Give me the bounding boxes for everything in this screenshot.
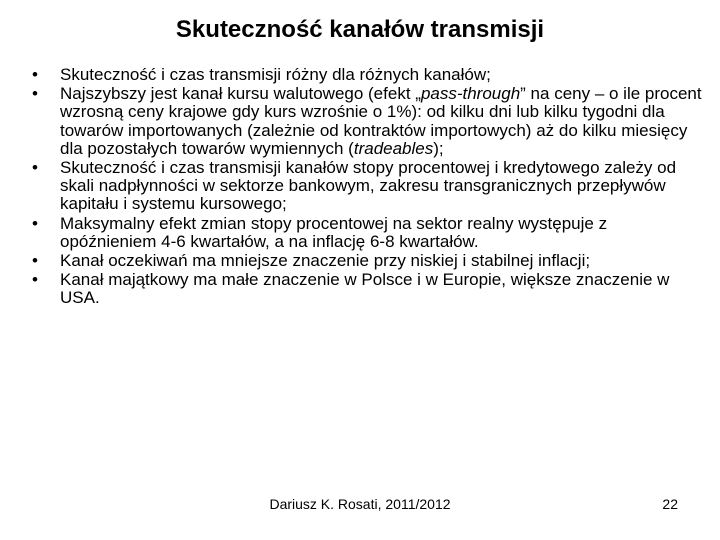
bullet-item bbox=[32, 66, 702, 84]
bullet-text: ” na ceny – o ile procent wzrosną ceny krajowe gdy kurs wzrośnie o 1%): od kilku dni lub kilku tygodni dla towarów importowanych (zależnie od kontraktów importowych) aż do kilku miesięcy dla pozostałych towarów wymiennych ( bbox=[60, 84, 702, 158]
bullet-text: Kanał majątkowy ma małe znaczenie w Polsce i w Europie, większe znaczenie w USA. bbox=[60, 270, 670, 308]
bullet-item bbox=[32, 85, 702, 158]
bullet-text: Maksymalny efekt zmian stopy procentowej na sektor realny występuje z opóźnieniem 4-6 kwartałów, a na inflację 6-8 kwartałów. bbox=[60, 213, 608, 251]
bullet-text-italic: pass-through bbox=[420, 84, 521, 104]
bullet-marker: • bbox=[32, 270, 38, 290]
bullet-item bbox=[32, 252, 702, 270]
bullet-marker: • bbox=[32, 250, 38, 270]
bullet-text: ); bbox=[433, 138, 444, 158]
bullet-item bbox=[32, 159, 702, 214]
bullet-text-italic: tradeables bbox=[353, 138, 434, 158]
bullet-list bbox=[32, 66, 702, 308]
bullet-item bbox=[32, 271, 702, 307]
slide-title: Skuteczność kanałów transmisji bbox=[175, 16, 545, 43]
bullet-marker: • bbox=[32, 157, 38, 177]
bullet-marker: • bbox=[32, 213, 38, 233]
bullet-text: Najszybszy jest kanał kursu walutowego (efekt „ bbox=[60, 84, 421, 104]
bullet-marker: • bbox=[32, 84, 38, 104]
page-number: 22 bbox=[662, 496, 678, 512]
bullet-text: Skuteczność i czas transmisji różny dla różnych kanałów; bbox=[60, 65, 491, 84]
bullet-item bbox=[32, 215, 702, 251]
footer-author: Dariusz K. Rosati, 2011/2012 bbox=[269, 496, 451, 512]
bullet-marker: • bbox=[32, 65, 38, 84]
bullet-text: Skuteczność i czas transmisji kanałów stopy procentowej i kredytowego zależy od skali nadpłynności w sektorze bankowym, zakresu transgranicznych przepływów kapitału i systemu kursowego; bbox=[60, 157, 677, 214]
bullet-text: Kanał oczekiwań ma mniejsze znaczenie przy niskiej i stabilnej inflacji; bbox=[60, 250, 591, 270]
